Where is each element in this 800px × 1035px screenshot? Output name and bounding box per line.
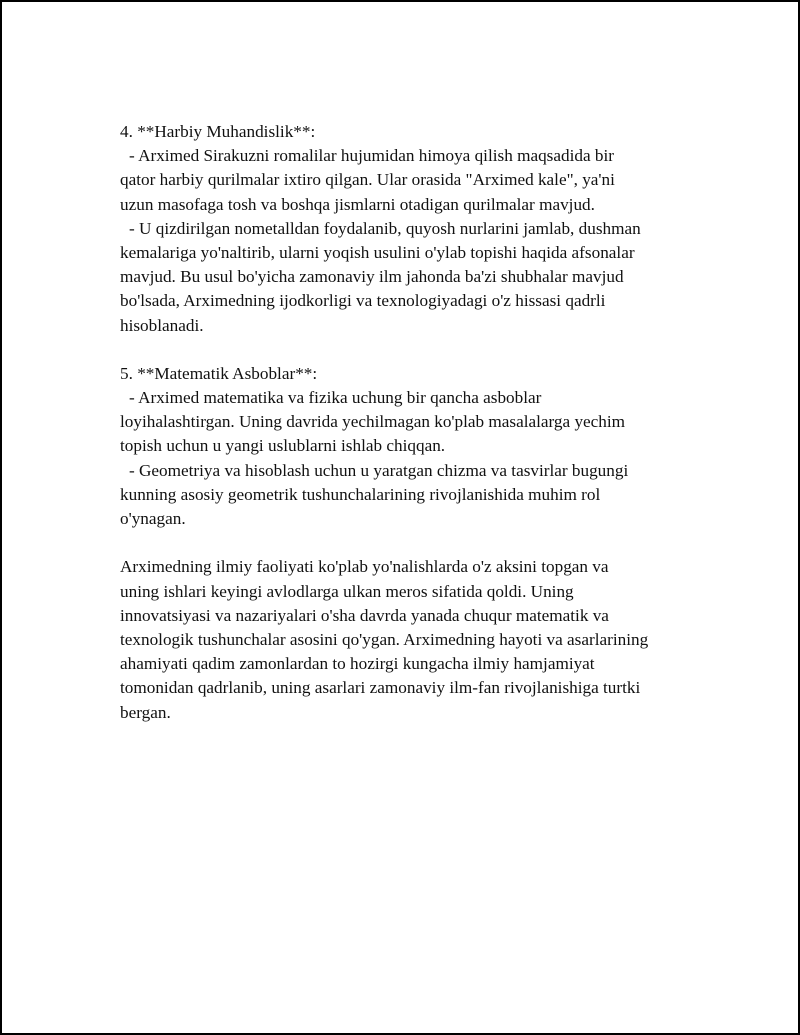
conclusion-line: Arximedning ilmiy faoliyati ko'plab yo'nalishlarda o'z aksini topgan va [120,557,609,577]
section-4-bullet-2-line: mavjud. Bu usul bo'yicha zamonaviy ilm jahonda ba'zi shubhalar mavjud [120,267,624,287]
section-5-bullet-2-line: kunning asosiy geometrik tushunchalarining rivojlanishida muhim rol [120,484,601,504]
paragraph-gap [120,531,700,555]
section-4-bullet-1-line: uzun masofaga tosh va boshqa jismlarni otadigan qurilmalar mavjud. [120,194,595,214]
section-5-heading: 5. **Matematik Asboblar**: [120,363,318,383]
section-4-bullet-2-line: kemalariga yo'naltirib, ularni yoqish usulini o'ylab topishi haqida afsonalar [120,242,635,262]
section-4-bullet-2-line: bo'lsada, Arximedning ijodkorligi va texnologiyadagi o'z hissasi qadrli [120,291,606,311]
section-4-bullet-2-line: hisoblanadi. [120,315,204,335]
section-5-bullet-2-line: - Geometriya va hisoblash uchun u yaratgan chizma va tasvirlar bugungi [129,460,629,480]
section-5-bullet-2-line: o'ynagan. [120,509,186,528]
conclusion-line: tomonidan qadrlanib, uning asarlari zamonaviy ilm-fan rivojlanishiga turtki [120,678,641,698]
paragraph-gap [120,338,700,362]
conclusion-line: innovatsiyasi va nazariyalari o'sha davrda yanada chuqur matematik va [120,605,609,625]
section-4-bullet-1-line: - Arximed Sirakuzni romalilar hujumidan himoya qilish maqsadida bir [129,146,614,166]
section-5-bullet-1-line: topish uchun u yangi uslublarni ishlab chiqqan. [120,436,446,456]
conclusion-line: texnologik tushunchalar asosini qo'ygan. Arximedning hayoti va asarlarining [120,629,649,649]
conclusion-line: bergan. [120,702,171,722]
document-body [120,120,700,725]
section-5-bullet-1-line: - Arximed matematika va fizika uchung bir qancha asboblar [129,388,542,408]
section-4-bullet-2-line: - U qizdirilgan nometalldan foydalanib, quyosh nurlarini jamlab, dushman [129,218,641,238]
conclusion-line: uning ishlari keyingi avlodlarga ulkan meros sifatida qoldi. Uning [120,581,574,601]
conclusion-line: ahamiyati qadim zamonlardan to hozirgi kungacha ilmiy hamjamiyat [120,654,595,674]
section-4-heading: 4. **Harbiy Muhandislik**: [120,122,316,141]
section-4-bullet-1-line: qator harbiy qurilmalar ixtiro qilgan. Ular orasida "Arximed kale", ya'ni [120,170,615,190]
section-5-bullet-1-line: loyihalashtirgan. Uning davrida yechilmagan ko'plab masalalarga yechim [120,412,626,432]
